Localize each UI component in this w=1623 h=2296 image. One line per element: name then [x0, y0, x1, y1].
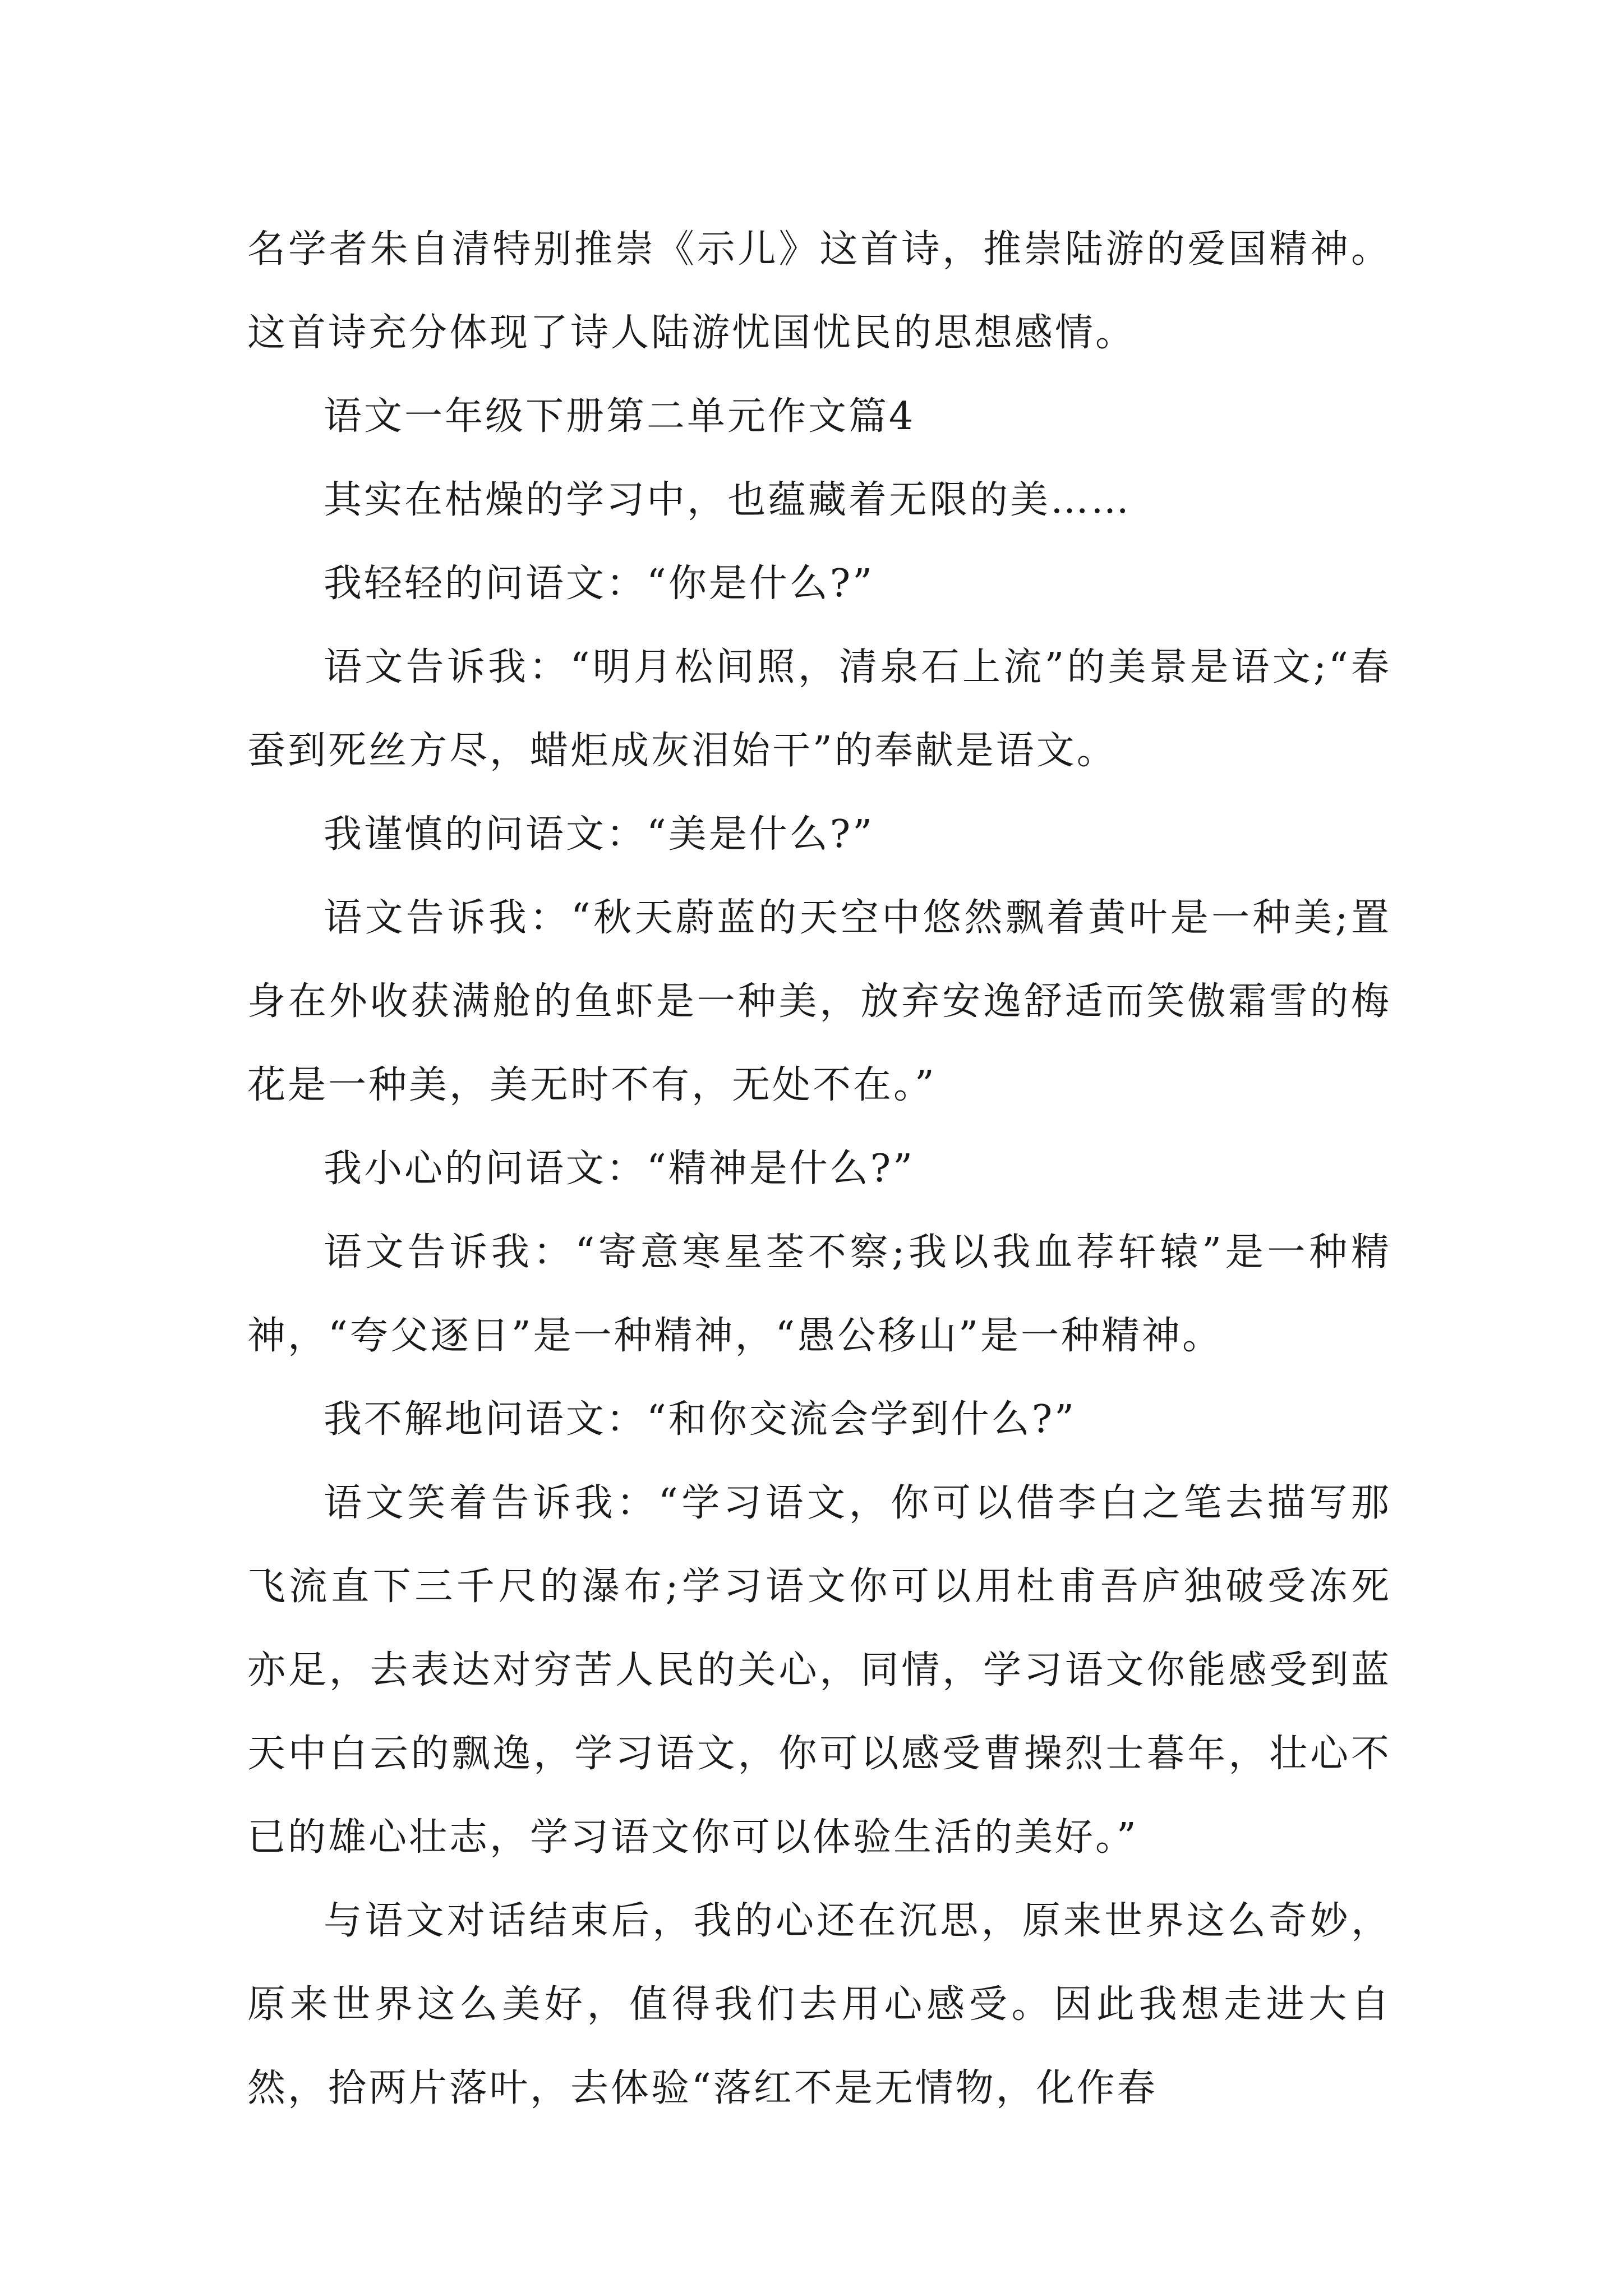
paragraph: 我谨慎的问语文：“美是什么?” [324, 812, 874, 857]
paragraph: 语文告诉我：“寄意寒星荃不察;我以我血荐轩辕”是一种精神，“夸父逐日”是一种精神，“愚公移山”是一种精神。 [247, 1230, 1391, 1358]
paragraph: 语文笑着告诉我：“学习语文，你可以借李白之笔去描写那飞流直下三千尺的瀑布;学习语文你可以用杜甫吾庐独破受冻死亦足，去表达对穷苦人民的关心，同情，学习语文你能感受到蓝天中白云的飘逸，学习语文，你可以感受曹操烈士暮年，壮心不已的雄心壮志，学习语文你可以体验生活的美好。” [247, 1481, 1391, 1860]
section-heading: 语文一年级下册第二单元作文篇4 [324, 394, 916, 439]
document-body [247, 208, 1391, 2130]
paragraph: 我小心的问语文：“精神是什么?” [324, 1147, 915, 1191]
paragraph-continuation: 名学者朱自清特别推崇《示儿》这首诗，推崇陆游的爱国精神。这首诗充分体现了诗人陆游忧国忧民的思想感情。 [247, 227, 1391, 355]
paragraph: 与语文对话结束后，我的心还在沉思，原来世界这么奇妙，原来世界这么美好，值得我们去用心感受。因此我想走进大自然，拾两片落叶，去体验“落红不是无情物，化作春 [247, 1899, 1391, 2110]
paragraph: 其实在枯燥的学习中，也蕴藏着无限的美…… [324, 478, 1132, 522]
paragraph: 语文告诉我：“秋天蔚蓝的天空中悠然飘着黄叶是一种美;置身在外收获满舱的鱼虾是一种美，放弃安逸舒适而笑傲霜雪的梅花是一种美，美无时不有，无处不在。” [247, 896, 1391, 1107]
paragraph: 我轻轻的问语文：“你是什么?” [324, 562, 874, 606]
paragraph: 语文告诉我：“明月松间照，清泉石上流”的美景是语文;“春蚕到死丝方尽，蜡炬成灰泪始干”的奉献是语文。 [247, 645, 1391, 773]
paragraph: 我不解地问语文：“和你交流会学到什么?” [324, 1397, 1076, 1442]
